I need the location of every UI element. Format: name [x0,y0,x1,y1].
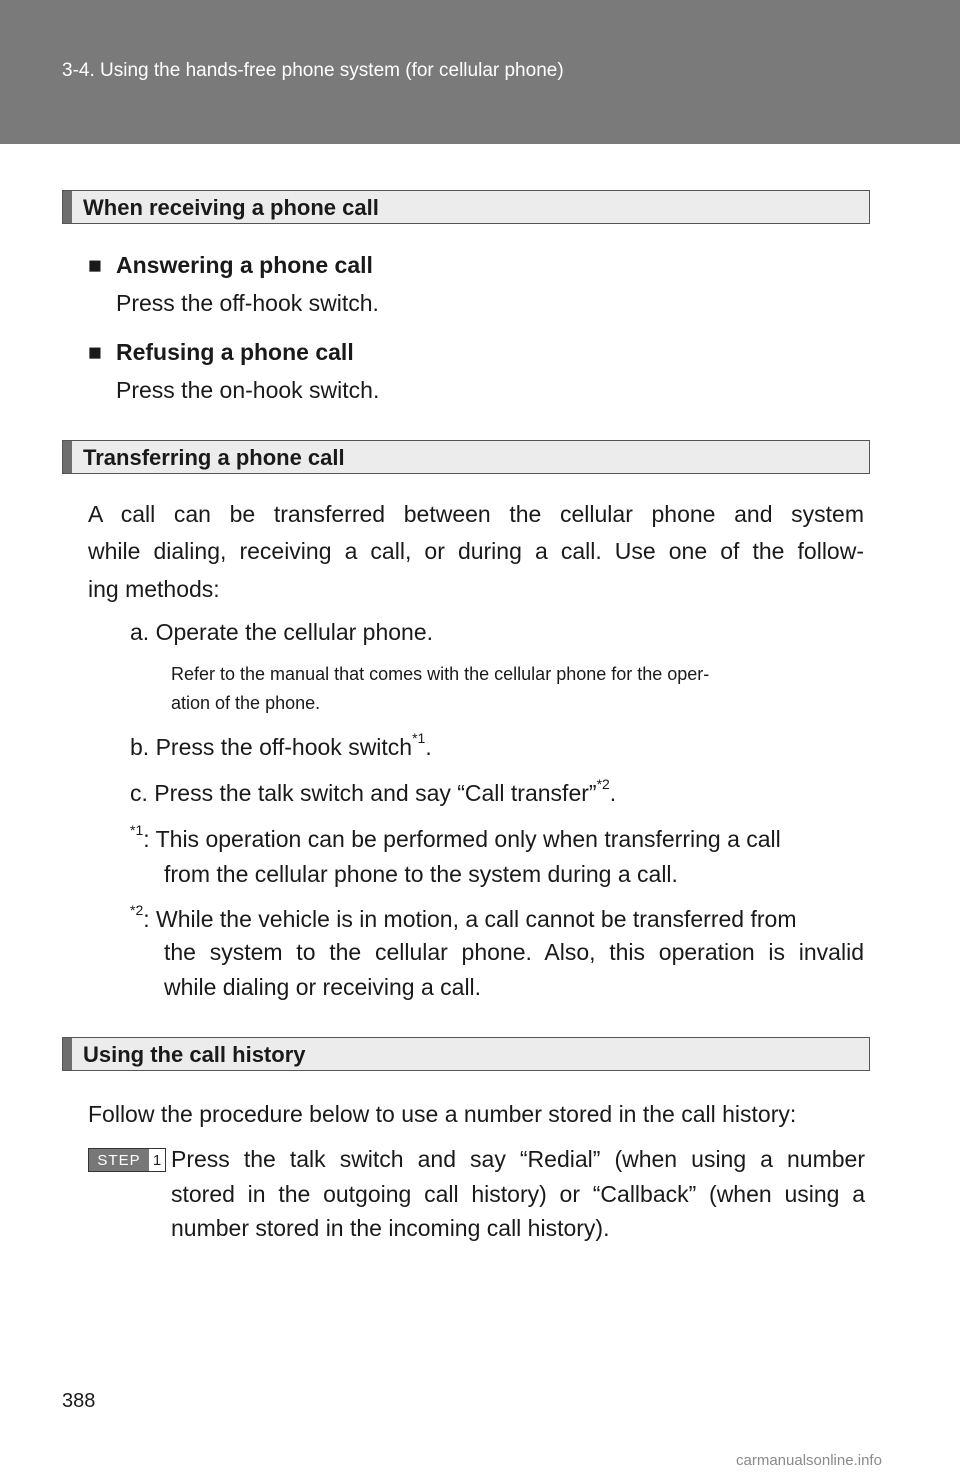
header-title: 3-4. Using the hands-free phone system (for cellular phone) [62,60,564,81]
section-title: When receiving a phone call [83,195,379,220]
footnote-ref: *2 [596,776,610,793]
footnote-2 [130,902,797,933]
period: . [425,734,432,760]
step-badge [88,1148,166,1172]
method-c-text: c. Press the talk switch and say “Call transfer” [130,780,597,806]
footnote-1-cont: from the cellular phone to the system during a call. [164,861,678,887]
refuse-heading: Refusing a phone call [116,339,354,365]
section-title: Using the call history [83,1042,306,1067]
section-accent [63,1038,72,1070]
footnote-text: : While the vehicle is in motion, a call cannot be transferred from [143,906,797,932]
section-accent [63,441,72,473]
step-number: 1 [149,1149,165,1171]
section-title: Transferring a phone call [83,445,345,470]
footnote-mark: *1 [130,822,144,839]
step-label: STEP [89,1149,149,1171]
note-line: Refer to the manual that comes with the cellular phone for the oper- [171,664,710,684]
section-header-receiving [62,190,870,224]
footnote-mark: *2 [130,902,144,919]
bullet-square: ■ [88,339,102,365]
section-header-history [62,1037,870,1071]
page-number: 388 [62,1390,96,1412]
section-accent [63,191,72,223]
intro-line: A call can be transferred between the cellular phone and system [88,501,864,527]
footnote-1 [130,822,781,853]
step-line: Press the talk switch and say “Redial” (when using a number [171,1146,865,1172]
intro-line: ing methods: [88,576,220,602]
header-band [0,0,960,144]
footnote-text: : This operation can be performed only when transferring a call [143,826,781,852]
section-header-transferring [62,440,870,474]
period: . [609,780,617,806]
watermark: carmanualsonline.info [736,1452,882,1469]
intro-line: while dialing, receiving a call, or during a call. Use one of the follow- [88,538,864,564]
footnote-2-cont: while dialing or receiving a call. [164,974,482,1000]
refuse-text: Press the on-hook switch. [116,377,380,403]
footnote-ref: *1 [412,730,426,747]
step-line: stored in the outgoing call history) or “Callback” (when using a [171,1181,865,1207]
method-c [130,776,617,807]
note-line: ation of the phone. [171,693,321,713]
answer-text: Press the off-hook switch. [116,290,379,316]
method-a: a. Operate the cellular phone. [130,619,434,645]
history-intro: Follow the procedure below to use a number stored in the call history: [88,1101,797,1127]
bullet-square: ■ [88,252,102,278]
method-b-text: b. Press the off-hook switch [130,734,413,760]
answer-heading: Answering a phone call [116,252,373,278]
footnote-2-cont: the system to the cellular phone. Also, this operation is invalid [164,939,864,965]
method-b [130,730,432,761]
step-line: number stored in the incoming call history). [171,1215,610,1241]
